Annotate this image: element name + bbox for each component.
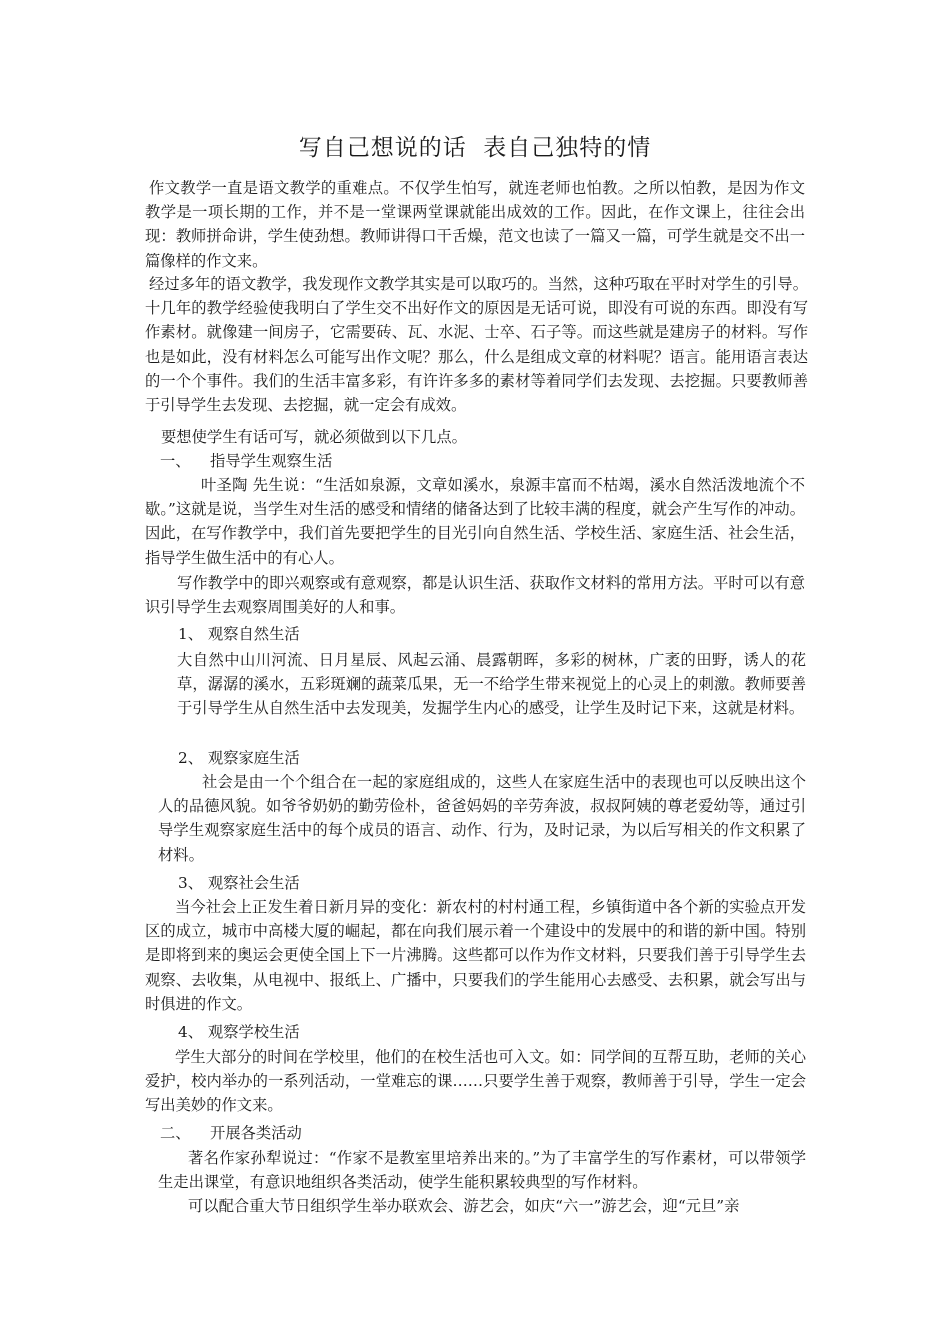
paragraph-requirements: 要想使学生有话可写，就必须做到以下几点。 xyxy=(161,428,467,446)
paragraph-sun-li-quote: 著名作家孙犁说过：“作家不是教室里培养出来的。”为了丰富学生的写作素材，可以带领学生走出课堂，有意识地组织各类活动，使学生能积累较典型的写作材料。 xyxy=(158,1149,806,1192)
paragraph-ye-shengtao-quote: 叶圣陶 先生说：“生活如泉源，文章如溪水，泉源丰富而不枯竭，溪水自然活泼地流个不歇。”这就是说，当学生对生活的感受和情绪的储备达到了比较丰满的程度，就会产生写作的冲动。因此，在写作教学中，我们首先要把学生的目光引向自然生活、学校生活、家庭生活、社会生活，指导学生做生活中的有心人。 xyxy=(145,476,805,567)
paragraph-family-life: 社会是由一个个组合在一起的家庭组成的，这些人在家庭生活中的表现也可以反映出这个人的品德风貌。如爷爷奶奶的勤劳俭朴，爸爸妈妈的辛劳奔波，叔叔阿姨的尊老爱幼等，通过引导学生观察家庭生活中的每个成员的语言、动作、行为，及时记录，为以后写相关的作文积累了材料。 xyxy=(158,773,806,864)
paragraph-society-life: 当今社会上正发生着日新月异的变化：新农村的村村通工程，乡镇街道中各个新的实验点开发区的成立，城市中高楼大厦的崛起，都在向我们展示着一个建设中的发展中的和谐的新中国。特别是即将到来的奥运会更使全国上下一片沸腾。这些都可以作为作文材料，只要我们善于引导学生去观察、去收集，从电视中、报纸上、广播中，只要我们的学生能用心去感受、去积累，就会写出与时俱进的作文。 xyxy=(145,898,806,1013)
paragraph-nature-life: 大自然中山川河流、日月星辰、风起云涌、晨露朝晖，多彩的树林，广袤的田野，诱人的花草，潺潺的溪水，五彩斑斓的蔬菜瓜果，无一不给学生带来视觉上的心灵上的刺激。教师要善于引导学生从自然生活中去发现美，发掘学生内心的感受，让学生及时记下来，这就是材料。 xyxy=(177,651,806,718)
paragraph-festival-activities: 可以配合重大节日组织学生举办联欢会、游艺会，如庆“六一”游艺会，迎“元旦”亲 xyxy=(188,1197,740,1215)
heading-nature-life: 1、 观察自然生活 xyxy=(178,625,300,643)
document-title: 写自己想说的话 表自己独特的情 xyxy=(298,135,652,161)
paragraph-experience: 经过多年的语文教学，我发现作文教学其实是可以取巧的。当然，这种巧取在平时对学生的引导。十几年的教学经验使我明白了学生交不出好作文的原因是无话可说，即没有可说的东西。即没有写作素材。就像建一间房子，它需要砖、瓦、水泥、士卒、石子等。而这些就是建房子的材料。写作也是如此，没有材料怎么可能写出作文呢？那么，什么是组成文章的材料呢？语言。能用语言表达的一个个事件。我们的生活丰富多彩，有许许多多的素材等着同学们去发现、去挖掘。只要教师善于引导学生去发现、去挖掘，就一定会有成效。 xyxy=(145,275,808,415)
heading-activities: 二、 开展各类活动 xyxy=(160,1124,302,1142)
paragraph-observation-methods: 写作教学中的即兴观察或有意观察，都是认识生活、获取作文材料的常用方法。平时可以有意识引导学生去观察周围美好的人和事。 xyxy=(145,574,805,617)
paragraph-school-life: 学生大部分的时间在学校里，他们的在校生活也可入文。如：同学间的互帮互助，老师的关心爱护，校内举办的一系列活动，一堂难忘的课……只要学生善于观察，教师善于引导，学生一定会写出美妙的作文来。 xyxy=(145,1048,806,1115)
paragraph-intro: 作文教学一直是语文教学的重难点。不仅学生怕写，就连老师也怕教。之所以怕教，是因为作文教学是一项长期的工作，并不是一堂课两堂课就能出成效的工作。因此，在作文课上，往往会出现：教师拼命讲，学生使劲想。教师讲得口干舌燥，范文也读了一篇又一篇，可学生就是交不出一篇像样的作文来。 xyxy=(145,179,805,270)
heading-observe-life: 一、 指导学生观察生活 xyxy=(160,452,333,470)
heading-family-life: 2、 观察家庭生活 xyxy=(178,749,300,767)
heading-society-life: 3、 观察社会生活 xyxy=(178,874,300,892)
heading-school-life: 4、 观察学校生活 xyxy=(178,1023,300,1041)
